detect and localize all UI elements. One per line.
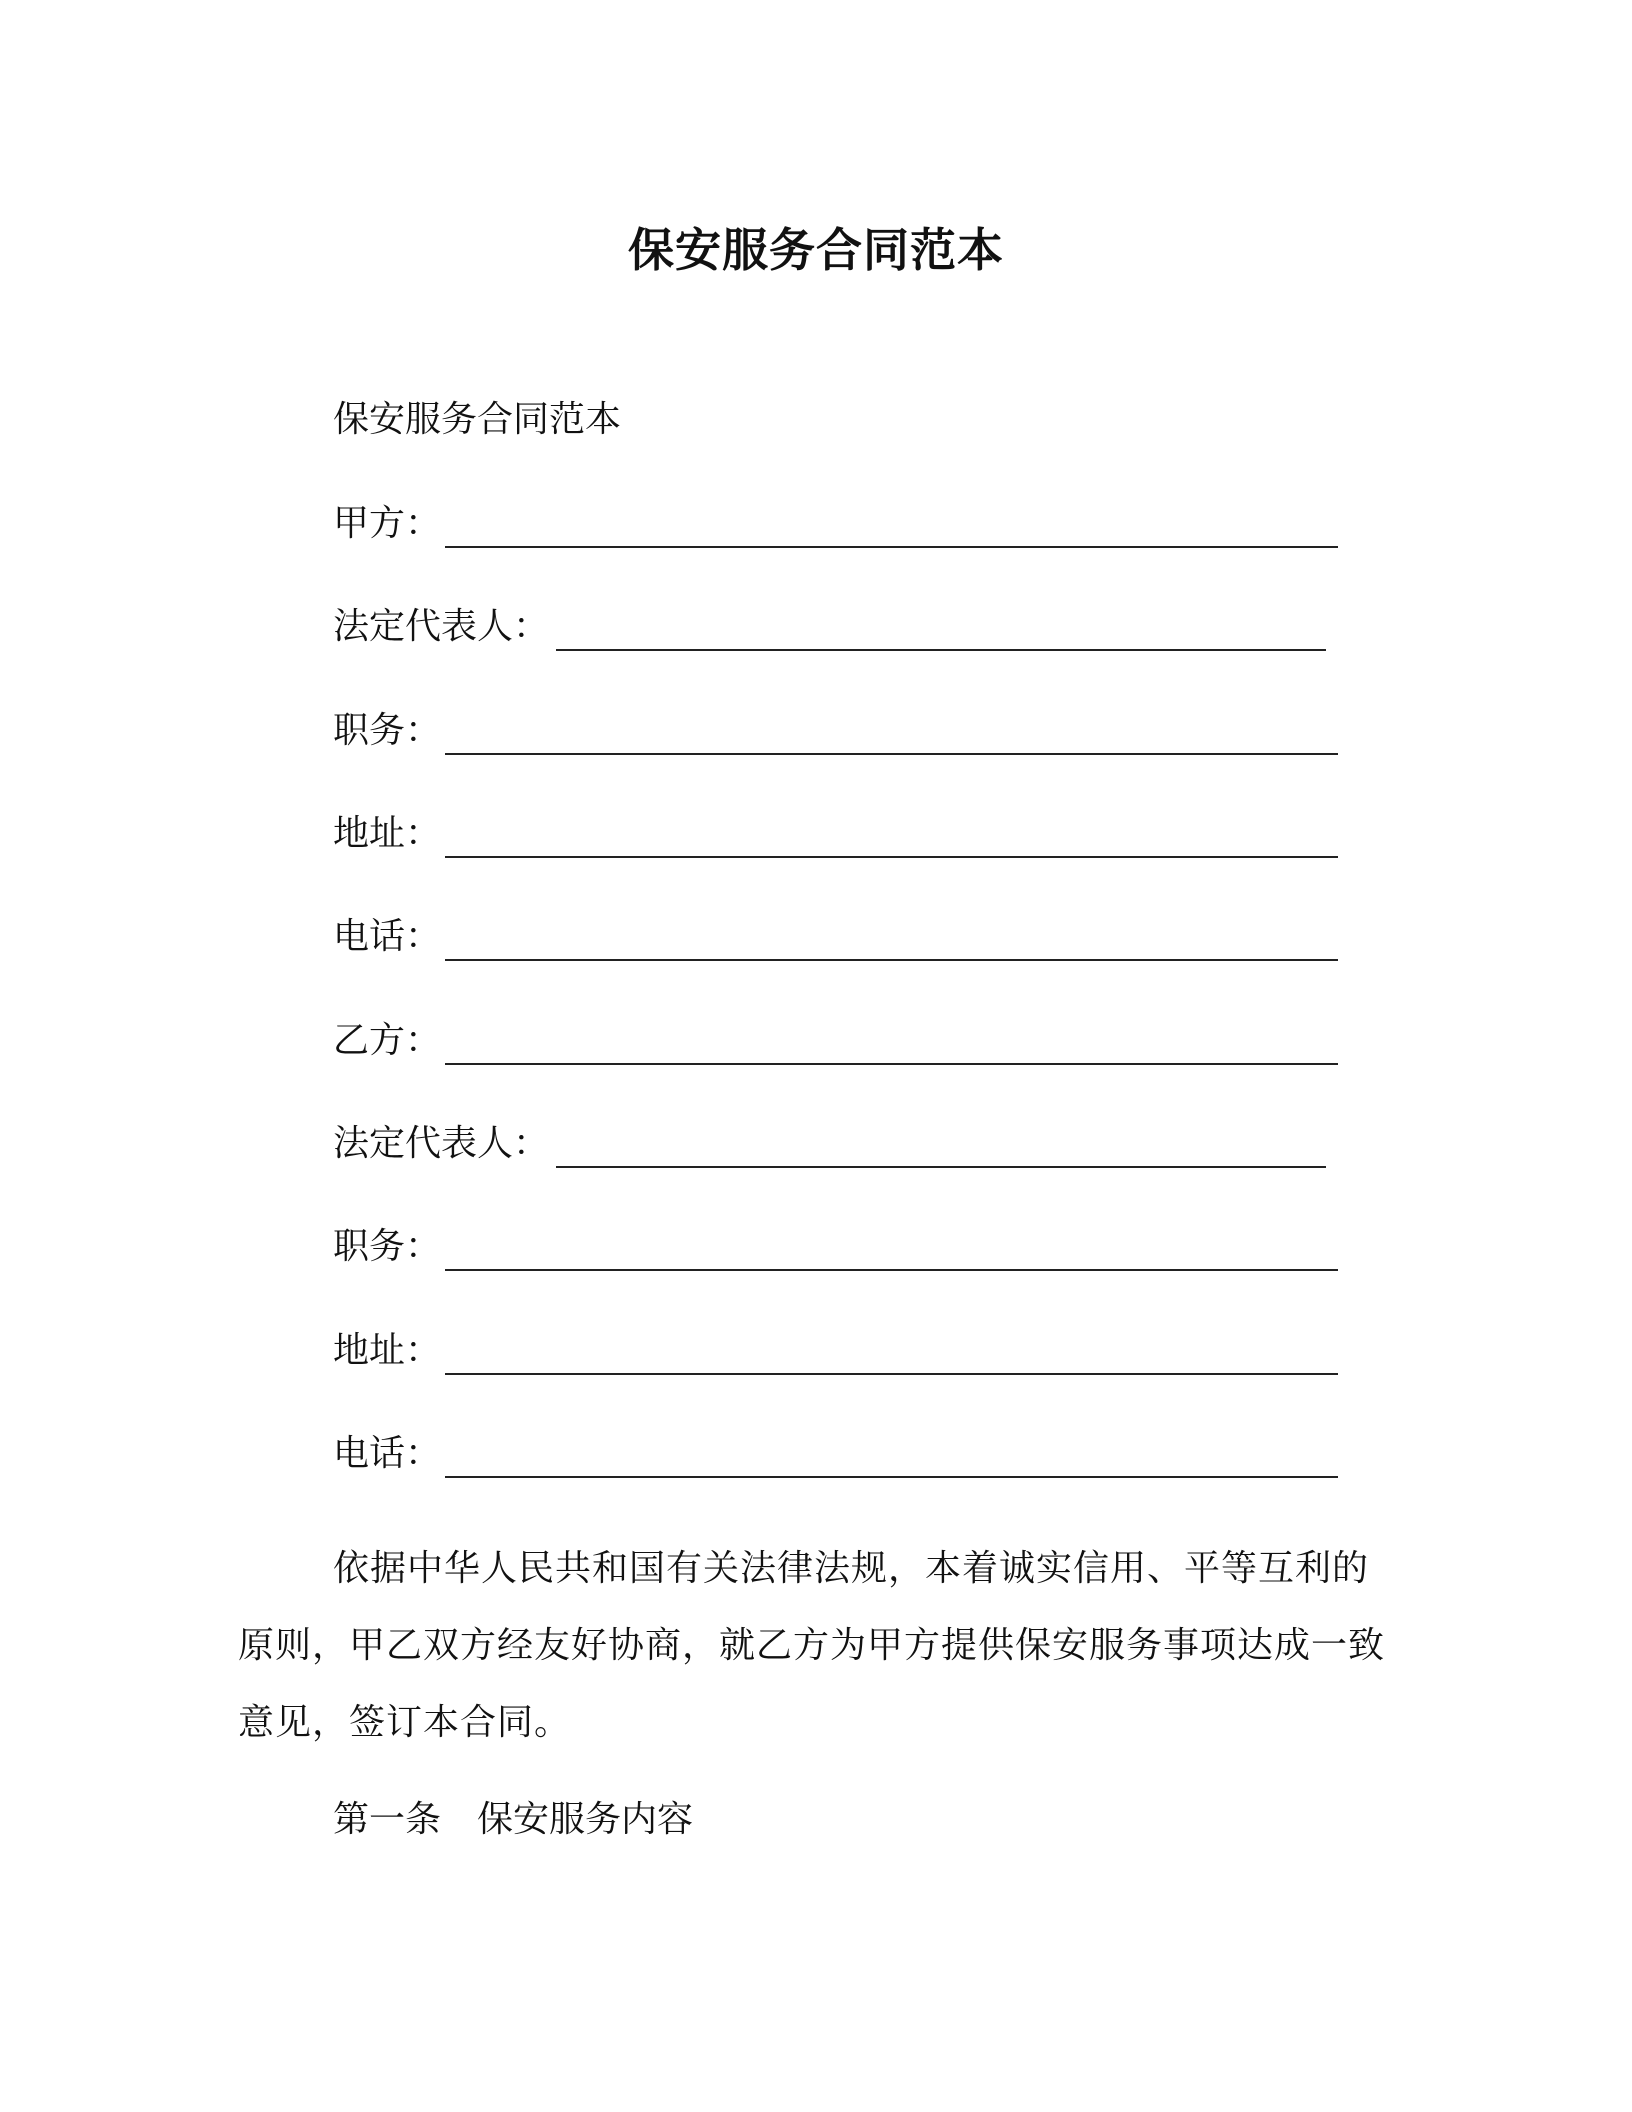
party-b-name-blank[interactable]: [445, 1063, 1338, 1065]
document-subtitle: 保安服务合同范本: [333, 399, 622, 440]
party-a-phone-label: 电话：: [333, 916, 442, 957]
party-b-rep-blank[interactable]: [556, 1166, 1326, 1168]
party-b-position-blank[interactable]: [445, 1269, 1338, 1271]
party-b-rep-label: 法定代表人：: [333, 1123, 550, 1164]
party-b-address-label: 地址：: [333, 1330, 442, 1371]
party-a-position-blank[interactable]: [445, 753, 1338, 755]
party-b-name-label: 乙方：: [333, 1020, 442, 1061]
preamble-paragraph: 依据中华人民共和国有关法律法规，本着诚实信用、平等互利的原则，甲乙双方经友好协商，就乙方为甲方提供保安服务事项达成一致意见，签订本合同。: [238, 1548, 1386, 1743]
party-a-rep-label: 法定代表人：: [333, 606, 550, 647]
party-a-name-blank[interactable]: [445, 546, 1338, 548]
party-b-position-label: 职务：: [333, 1226, 442, 1267]
party-b-name-field: [333, 1017, 441, 1065]
party-a-phone-field: [333, 913, 441, 961]
party-a-position-field: [333, 707, 441, 755]
party-b-address-blank[interactable]: [445, 1373, 1338, 1375]
party-a-rep-blank[interactable]: [556, 649, 1326, 651]
party-b-phone-blank[interactable]: [445, 1476, 1338, 1478]
party-a-rep-field: [333, 603, 549, 651]
party-b-address-field: [333, 1327, 441, 1375]
document-title: 保安服务合同范本: [628, 223, 1004, 277]
party-b-position-field: [333, 1223, 441, 1271]
party-a-position-label: 职务：: [333, 710, 442, 751]
article-1-heading: 第一条 保安服务内容: [333, 1799, 694, 1840]
party-a-phone-blank[interactable]: [445, 959, 1338, 961]
party-a-name-field: [333, 500, 441, 548]
party-a-address-blank[interactable]: [445, 856, 1338, 858]
party-a-address-field: [333, 810, 441, 858]
party-a-address-label: 地址：: [333, 813, 442, 854]
party-b-phone-label: 电话：: [333, 1433, 442, 1474]
party-b-phone-field: [333, 1430, 441, 1478]
party-a-name-label: 甲方：: [333, 503, 442, 544]
party-b-rep-field: [333, 1120, 549, 1168]
